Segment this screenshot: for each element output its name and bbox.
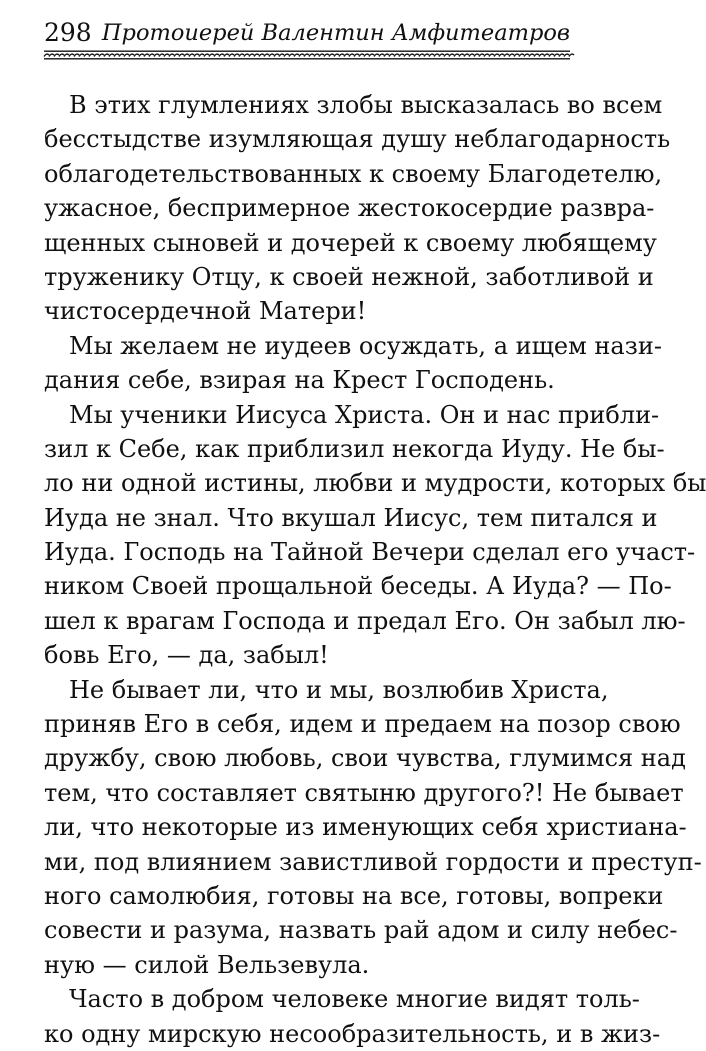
body-text [44, 88, 706, 1051]
text-line: облагодетельствованных к своему Благодетелю, [44, 159, 663, 188]
paragraph [44, 982, 661, 1051]
text-line: совести и разума, назвать рай адом и силу небес- [44, 916, 678, 945]
page-number: 298 [44, 18, 92, 47]
text-line: Мы ученики Иисуса Христа. Он и нас прибли- [69, 400, 660, 429]
text-line: Часто в добром человеке многие видят толь- [69, 985, 640, 1014]
paragraph [44, 398, 706, 673]
text-line: ником Своей прощальной беседы. А Иуда? — По- [44, 572, 672, 601]
text-line: ко одну мирскую несообразительность, и в жиз- [44, 1019, 661, 1048]
text-line: щенных сыновей и дочерей к своему любящему [44, 228, 657, 257]
text-line: ло ни одной истины, любви и мудрости, которых бы [44, 469, 706, 498]
text-line: зил к Себе, как приблизил некогда Иуду. Не бы- [44, 434, 665, 463]
text-line: бесстыдстве изумляющая душу неблагодарность [44, 125, 671, 154]
text-line: ми, под влиянием завистливой гордости и преступ- [44, 847, 702, 876]
text-line: дружбу, свою любовь, свои чувства, глумимся над [44, 744, 686, 773]
text-line: труженику Отцу, к своей нежной, заботливой и [44, 262, 654, 291]
text-line: Мы желаем не иудеев осуждать, а ищем нази- [69, 331, 662, 360]
text-line: чистосердечной Матери! [44, 297, 367, 326]
text-line: шел к врагам Господа и предал Его. Он забыл лю- [44, 606, 686, 635]
text-line: тем, что составляет святыню другого?! Не бывает [44, 778, 684, 807]
running-title: Протоиерей Валентин Амфитеатров [101, 20, 570, 46]
text-line: ного самолюбия, готовы на все, готовы, вопреки [44, 881, 664, 910]
text-line: приняв Его в себя, идем и предаем на позор свою [44, 710, 681, 739]
text-line: Не бывает ли, что и мы, возлюбив Христа, [69, 675, 609, 704]
paragraph [44, 88, 671, 329]
page-header [44, 14, 570, 48]
text-line: Иуда не знал. Что вкушал Иисус, тем питался и [44, 503, 658, 532]
text-line: В этих глумлениях злобы высказалась во всем [69, 91, 663, 119]
paragraph [44, 329, 662, 398]
text-line: Иуда. Господь на Тайной Вечери сделал его участ- [44, 538, 696, 567]
decorative-rule [44, 50, 570, 60]
paragraph [44, 673, 702, 983]
text-line: дания себе, взирая на Крест Господень. [44, 366, 555, 395]
text-line: ужасное, беспримерное жестокосердие развра- [44, 194, 655, 223]
text-line: ли, что некоторые из именующих себя христиана- [44, 813, 687, 842]
text-line: бовь Его, — да, забыл! [44, 641, 329, 670]
text-line: ную — силой Вельзевула. [44, 950, 370, 979]
